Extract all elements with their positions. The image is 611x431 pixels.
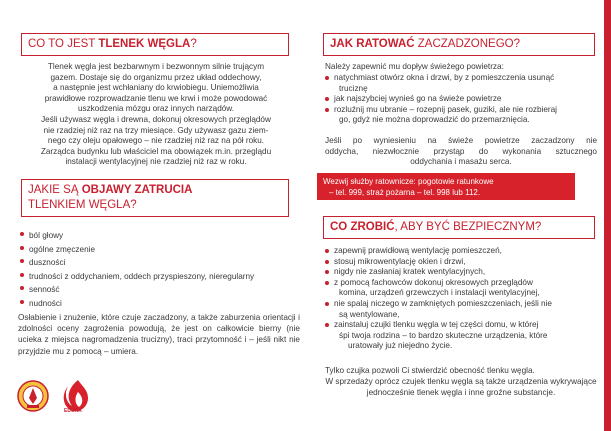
list-item xyxy=(20,229,300,243)
list-item xyxy=(325,105,597,126)
bullet-icon xyxy=(325,249,329,253)
bullet-icon xyxy=(325,302,329,306)
rescue-text: rozluźnij mu ubranie – rozepnij pasek, guziki, ale nie rozbieraj xyxy=(334,104,557,114)
list-item xyxy=(20,256,300,270)
heading-line2: TLENKIEM WĘGLA? xyxy=(28,199,137,211)
rescue-list xyxy=(325,73,597,126)
intro-paragraph xyxy=(18,62,294,168)
bullet-icon xyxy=(325,323,329,327)
safety-text: stosuj mikrowentylację okien i drzwi, xyxy=(334,256,466,266)
cpr-line: oddycha, niezwłocznie przystąp do wykonania sztucznego xyxy=(325,146,597,156)
safety-text: nie spalaj niczego w zamkniętych pomieszczeniach, jeśli nie xyxy=(334,298,552,308)
symptom-text: senność xyxy=(29,285,60,295)
cpr-line: Jeśli po wyniesieniu na świeże powietrze zaczadzony nie xyxy=(325,136,597,145)
heading-what-is-co xyxy=(21,33,289,56)
bullet-icon xyxy=(325,76,329,80)
bullet-icon xyxy=(325,270,329,274)
intro-line: Tlenek węgla jest bezbarwnym i bezwonnym silnie trującym xyxy=(47,62,265,71)
safety-text: są wentylowane, xyxy=(339,309,400,319)
list-item xyxy=(325,257,597,268)
rescue-text: natychmiast otwórz okna i drzwi, by z pomieszczenia usunąć xyxy=(334,73,555,82)
bullet-icon xyxy=(325,260,329,264)
heading-symptoms xyxy=(21,179,289,217)
symptom-text: ogólne zmęczenie xyxy=(29,244,95,254)
bullet-icon xyxy=(325,97,329,101)
list-item xyxy=(325,267,597,278)
heading-bold: CO ZROBIĆ xyxy=(330,221,395,233)
list-item xyxy=(20,297,300,311)
emergency-line: Wezwij służby ratownicze: pogotowie ratunkowe xyxy=(323,177,494,186)
intro-line: gazem. Dostaje się do organizmu przez układ oddechowy, xyxy=(50,72,262,82)
bullet-icon xyxy=(20,232,24,236)
intro-line: uszkodzenia mózgu oraz innych narządów. xyxy=(77,104,235,114)
safety-text: uratowały już niejedno życie. xyxy=(348,341,453,351)
emergency-line: – tel. 999, straż pożarna – tel. 998 lub 112. xyxy=(329,188,481,197)
heading-text: ZACZADZONEGO? xyxy=(414,38,520,50)
bullet-icon xyxy=(325,108,329,112)
intro-line: Jeśli używasz węgla i drewna, dokonuj okresowych przeglądów xyxy=(41,114,271,124)
heading-text-end: ? xyxy=(190,38,197,50)
rescue-text: jak najszybciej wynieś go na świeże powietrze xyxy=(334,94,502,104)
heading-how-to-rescue xyxy=(323,33,595,56)
symptom-text: ból głowy xyxy=(29,231,64,240)
fire-service-emblem-icon xyxy=(16,378,50,414)
red-edge-stripe xyxy=(604,0,611,431)
safety-text: komina, urządzeń grzewczych i instalacji wentylacyjnej, xyxy=(339,288,540,298)
heading-text: JAKIE SĄ xyxy=(28,184,82,196)
edura-logo-text: EDURA xyxy=(64,408,82,414)
bullet-icon xyxy=(325,281,329,285)
bullet-icon xyxy=(20,259,24,263)
safety-list xyxy=(325,246,597,352)
list-item xyxy=(20,283,300,297)
intro-line: Zarządca budynku lub właściciel ma obowiązek m.in. przeglądu xyxy=(40,146,272,156)
heading-text: CO TO JEST xyxy=(28,38,99,50)
rescue-text: truciznę xyxy=(339,83,368,93)
safety-text: nigdy nie zasłaniaj kratek wentylacyjnych, xyxy=(334,267,486,277)
bullet-icon xyxy=(20,273,24,277)
final-line: Tylko czujka pozwoli Ci stwierdzić obecność tlenku węgla. xyxy=(325,366,535,375)
list-item xyxy=(325,246,597,257)
safety-text: śpi twoja rodzina – to bardzo skuteczne urządzenia, które xyxy=(339,330,548,340)
rescue-text: go, gdyż nie można doprowadzić do przemarznięcia. xyxy=(339,115,530,125)
list-item xyxy=(325,299,597,320)
bullet-icon xyxy=(20,300,24,304)
safety-text: zapewnij prawidłową wentylację pomieszczeń, xyxy=(334,246,502,255)
list-item xyxy=(325,94,597,105)
symptoms-list xyxy=(20,229,300,311)
intro-line: instalacji wentylacyjnej nie rzadziej niż raz w roku. xyxy=(65,157,247,167)
outro-paragraph: Osłabienie i znużenie, które czuje zaczadzony, a także zaburzenia orientacji i zdolności oceny zagrożenia powodują, że jest on całkowicie bierny (nie ucieka z miejsca nagromadzenia trucizny), traci przytomność i – jeśli nikt nie przyjdzie mu z pomocą – umiera. xyxy=(18,313,300,356)
intro-line: prawidłowe rozprowadzanie tlenu we krwi i może powodować xyxy=(44,93,268,103)
safety-text: z pomocą fachowców dokonuj okresowych przeglądów xyxy=(334,277,533,287)
heading-bold: JAK RATOWAĆ xyxy=(330,38,415,50)
rescue-intro: Należy zapewnić mu dopływ świeżego powietrza: xyxy=(325,62,504,71)
intro-line: nego czy oleju opałowego – nie rzadziej niż raz na pół roku. xyxy=(47,136,265,146)
cpr-line: oddychania i masażu serca. xyxy=(410,157,512,167)
emergency-numbers-banner xyxy=(317,173,575,200)
heading-text: , ABY BYĆ BEZPIECZNYM? xyxy=(394,221,542,233)
bullet-icon xyxy=(20,286,24,290)
list-item xyxy=(325,320,597,352)
safety-text: zainstaluj czujki tlenku węgla w tej części domu, w której xyxy=(334,320,539,330)
cpr-paragraph xyxy=(325,136,597,168)
heading-bold: OBJAWY ZATRUCIA xyxy=(81,184,193,196)
symptom-text: duszności xyxy=(29,258,66,268)
symptom-text: nudności xyxy=(29,298,62,308)
bullet-icon xyxy=(20,246,24,250)
list-item xyxy=(325,278,597,299)
intro-line: nie rzadziej niż raz na trzy miesiące. Gdy używasz gazu ziem- xyxy=(43,125,269,135)
list-item xyxy=(20,270,300,284)
list-item xyxy=(20,243,300,257)
intro-line: a następnie jest wchłaniany do krwiobiegu. Uniemożliwia xyxy=(53,83,259,93)
final-paragraph: W sprzedaży oprócz czujek tlenku węgla są także urządzenia wykrywające jednocześnie tlenek węgla i inne groźne substancje. xyxy=(325,377,597,397)
heading-how-to-be-safe xyxy=(323,216,595,239)
heading-bold: TLENEK WĘGLA xyxy=(98,38,191,50)
symptom-text: trudności z oddychaniem, oddech przyspieszony, nieregularny xyxy=(29,271,255,281)
list-item xyxy=(325,73,597,94)
